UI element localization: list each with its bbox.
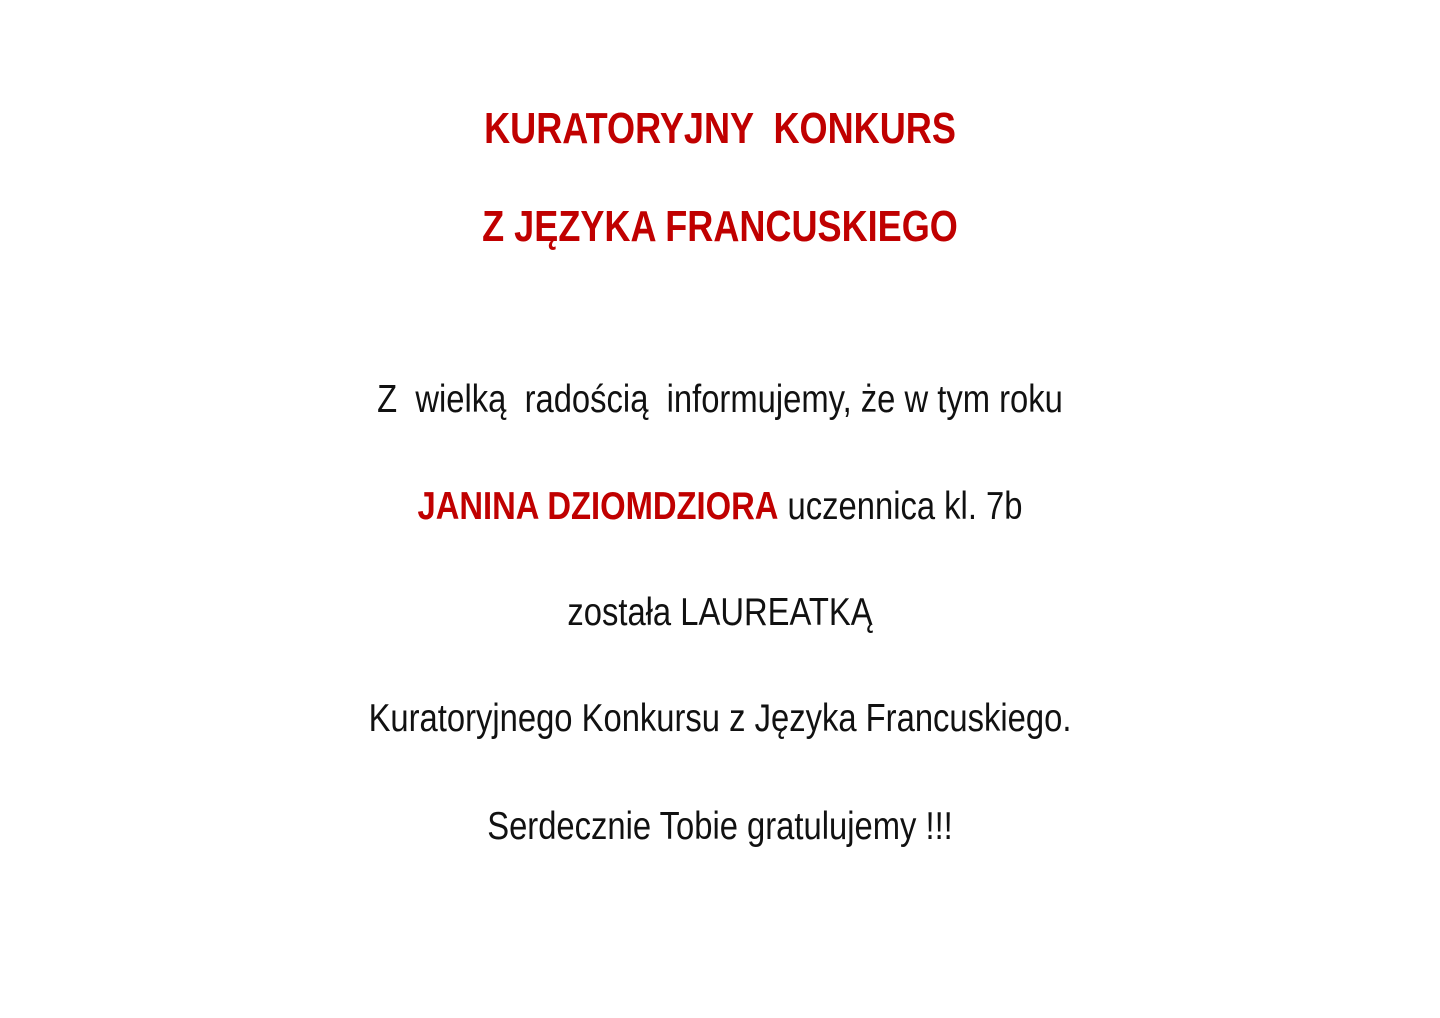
- contest-text: Kuratoryjnego Konkursu z Języka Francuskiego.: [368, 697, 1072, 740]
- heading-line-2: Z JĘZYKA FRANCUSKIEGO: [482, 202, 958, 251]
- intro-text: Z wielką radością informujemy, że w tym roku: [377, 378, 1063, 421]
- award-text: została LAUREATKĄ: [567, 591, 873, 634]
- congrats-text: Serdecznie Tobie gratulujemy !!!: [487, 805, 953, 848]
- student-class: uczennica kl. 7b: [778, 485, 1023, 528]
- student-name: JANINA DZIOMDZIORA: [417, 485, 779, 528]
- heading-line-1: KURATORYJNY KONKURS: [484, 104, 956, 153]
- student-line: [115, 485, 1325, 529]
